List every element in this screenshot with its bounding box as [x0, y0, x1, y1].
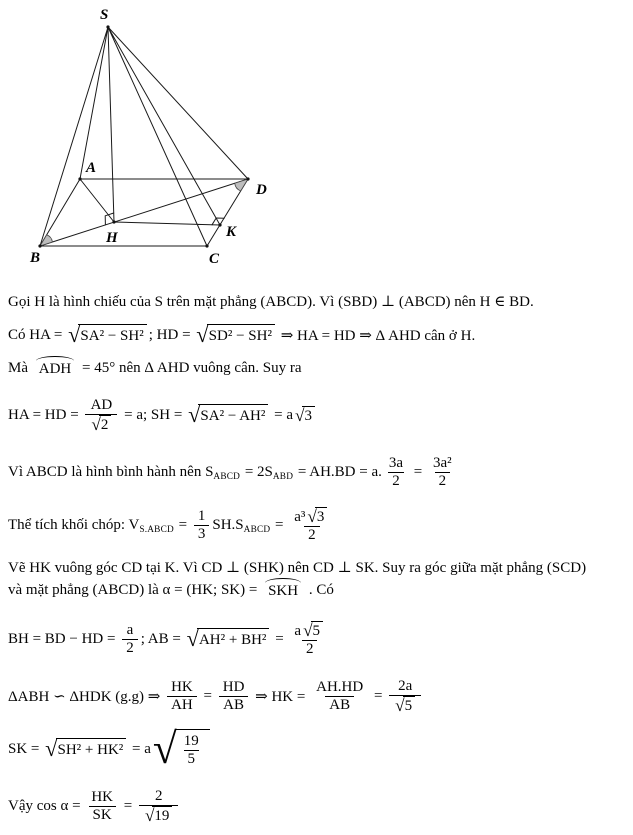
denominator: SK [89, 806, 116, 824]
solution-line-1 [8, 290, 534, 312]
radicand: SA² − SH² [78, 324, 146, 347]
math-text: SK = [8, 740, 44, 757]
math-text: và mặt phẳng (ABCD) là α = (HK; SK) = [8, 581, 262, 598]
sqrt-symbol: √ [307, 507, 317, 527]
radicand: 5 [311, 621, 324, 640]
fraction [87, 789, 117, 824]
radicand: 5 [403, 696, 416, 715]
denominator: 3 [194, 525, 210, 543]
math-text: Thể tích khối chóp: V [8, 516, 140, 533]
math-text: ΔABH ∽ ΔHDK (g.g) ⇒ [8, 688, 165, 705]
sqrt-symbol: √ [186, 625, 199, 651]
math-text: = a [270, 406, 294, 423]
sqrt-symbol: √ [395, 696, 405, 716]
math-text: SH.S [212, 516, 244, 533]
radical [45, 735, 126, 761]
math-text: = [174, 516, 191, 533]
math-text: ; HD = [148, 326, 195, 343]
solution-line-8 [8, 577, 334, 603]
numerator: AD [90, 396, 113, 413]
denominator [389, 695, 421, 715]
radical [91, 415, 111, 434]
sqrt-symbol: √ [303, 621, 313, 641]
math-text: a [294, 622, 302, 639]
vertex-label-C: C [209, 251, 220, 267]
denominator: 5 [184, 750, 200, 768]
radical [145, 806, 172, 825]
sqrt-symbol: √ [144, 806, 155, 826]
vertex-dots [38, 25, 249, 247]
angle-arc-SKH: SKH [265, 580, 301, 600]
math-text: Vậy cos α = [8, 797, 85, 814]
subscript: ABCD [213, 471, 241, 482]
denominator [139, 805, 178, 825]
solution-line-7 [8, 556, 586, 578]
numerator: HK [171, 678, 193, 695]
subscript: ABD [272, 471, 294, 482]
numerator: AH.HD [316, 678, 364, 695]
fraction [385, 455, 407, 490]
math-text: = [271, 630, 288, 647]
math-text: ⇒ HK = [251, 688, 310, 705]
radical [307, 507, 327, 526]
statement-text: Gọi H là hình chiếu của S trên mặt phẳng (ABCD). Vì (SBD) ⊥ (ABCD) nên H ∈ BD. [8, 293, 534, 310]
numerator: 2a [398, 677, 413, 694]
fraction [180, 733, 203, 768]
math-text: = 2S [241, 463, 273, 480]
radical [196, 321, 275, 347]
numerator: a [126, 621, 134, 638]
math-text: ⇒ HA = HD ⇒ Δ AHD cân ở H. [276, 327, 476, 344]
math-text: = [199, 687, 216, 704]
fraction [290, 507, 333, 544]
numerator: 1 [197, 507, 206, 524]
angle-wedge-D [235, 179, 248, 191]
sqrt-symbol: √ [91, 415, 101, 435]
fraction [312, 679, 367, 714]
statement-text: Vẽ HK vuông góc CD tại K. Vì CD ⊥ (SHK) nên CD ⊥ SK. Suy ra góc giữa mặt phẳng (SCD) [8, 559, 587, 576]
fraction [290, 621, 329, 658]
numerator: 3a² [433, 454, 452, 471]
numerator: HD [222, 678, 245, 695]
math-text: = a [128, 740, 151, 757]
radicand: 3 [302, 406, 315, 425]
solution-line-4 [8, 391, 317, 439]
radical [303, 621, 323, 640]
pyramid-figure [0, 0, 300, 280]
math-text: ; AB = [140, 630, 185, 647]
fraction [122, 622, 138, 657]
radical [152, 724, 210, 773]
fraction [389, 678, 421, 715]
denominator: AB [325, 696, 354, 714]
solution-line-9 [8, 614, 332, 664]
fraction [429, 455, 456, 490]
numerator [290, 507, 333, 526]
vertex-label-D: D [256, 182, 267, 198]
math-text: Có HA = [8, 326, 67, 343]
radical [68, 321, 147, 347]
denominator [85, 414, 117, 434]
radical [188, 401, 268, 427]
numerator: 19 [183, 733, 199, 750]
vertex-label-B: B [30, 250, 41, 266]
vertex-label-A: A [86, 160, 97, 176]
math-text: = a; SH = [120, 406, 187, 423]
solution-line-6 [8, 499, 336, 551]
sqrt-symbol: √ [152, 724, 177, 773]
fraction [219, 679, 249, 714]
math-text: Vì ABCD là hình bình hành nên S [8, 463, 214, 480]
solution-line-11 [8, 722, 212, 776]
denominator: 2 [435, 472, 451, 490]
math-text: Mà [8, 359, 32, 376]
numerator [290, 621, 329, 640]
radicand: SH² + HK² [56, 738, 127, 761]
math-text: HA = HD = [8, 406, 83, 423]
fraction [167, 679, 197, 714]
radicand: SA² − AH² [198, 404, 268, 427]
solution-line-2 [8, 318, 475, 352]
denominator: 2 [122, 639, 138, 657]
radical [186, 625, 270, 651]
sqrt-symbol: √ [196, 321, 209, 347]
math-text: BH = BD − HD = [8, 630, 120, 647]
radical [295, 406, 315, 425]
figure-edges [40, 27, 248, 246]
math-text: = [119, 797, 136, 814]
radicand: AH² + BH² [197, 628, 269, 651]
radicand: 3 [315, 507, 328, 526]
fraction [139, 788, 178, 825]
solution-line-5 [8, 452, 459, 492]
math-text: = AH.BD = a. [294, 463, 382, 480]
denominator: 2 [302, 640, 318, 658]
solution-line-10 [8, 674, 424, 718]
math-text: = [410, 463, 427, 480]
angle-arc-ADH: ADH [36, 358, 75, 378]
vertex-label-K: K [226, 224, 237, 240]
radicand: SD² − SH² [207, 324, 275, 347]
solution-line-12 [8, 782, 181, 830]
denominator: AB [219, 696, 248, 714]
radicand: 19 [152, 806, 172, 825]
denominator: AH [167, 696, 197, 714]
fraction [85, 397, 117, 434]
vertex-label-H: H [106, 230, 118, 246]
fraction [194, 508, 210, 543]
numerator: 2 [154, 787, 163, 804]
denominator: 2 [388, 472, 404, 490]
sqrt-symbol: √ [188, 401, 201, 427]
math-text: a³ [294, 508, 306, 525]
denominator: 2 [304, 526, 320, 544]
subscript: ABCD [243, 524, 271, 535]
vertex-label-S: S [100, 7, 109, 23]
math-text: = [271, 516, 288, 533]
math-text: = 45° nên Δ AHD vuông cân. Suy ra [78, 359, 302, 376]
numerator: 3a [388, 454, 404, 471]
radicand: 2 [99, 415, 112, 434]
math-text: . Có [305, 581, 334, 598]
sqrt-symbol: √ [68, 321, 81, 347]
sqrt-symbol: √ [45, 735, 58, 761]
sqrt-symbol: √ [295, 406, 305, 426]
numerator: HK [91, 788, 113, 805]
solution-line-3 [8, 354, 302, 382]
math-text: = [370, 687, 387, 704]
subscript: S.ABCD [139, 524, 174, 535]
radicand [175, 729, 210, 769]
radical [395, 696, 415, 715]
